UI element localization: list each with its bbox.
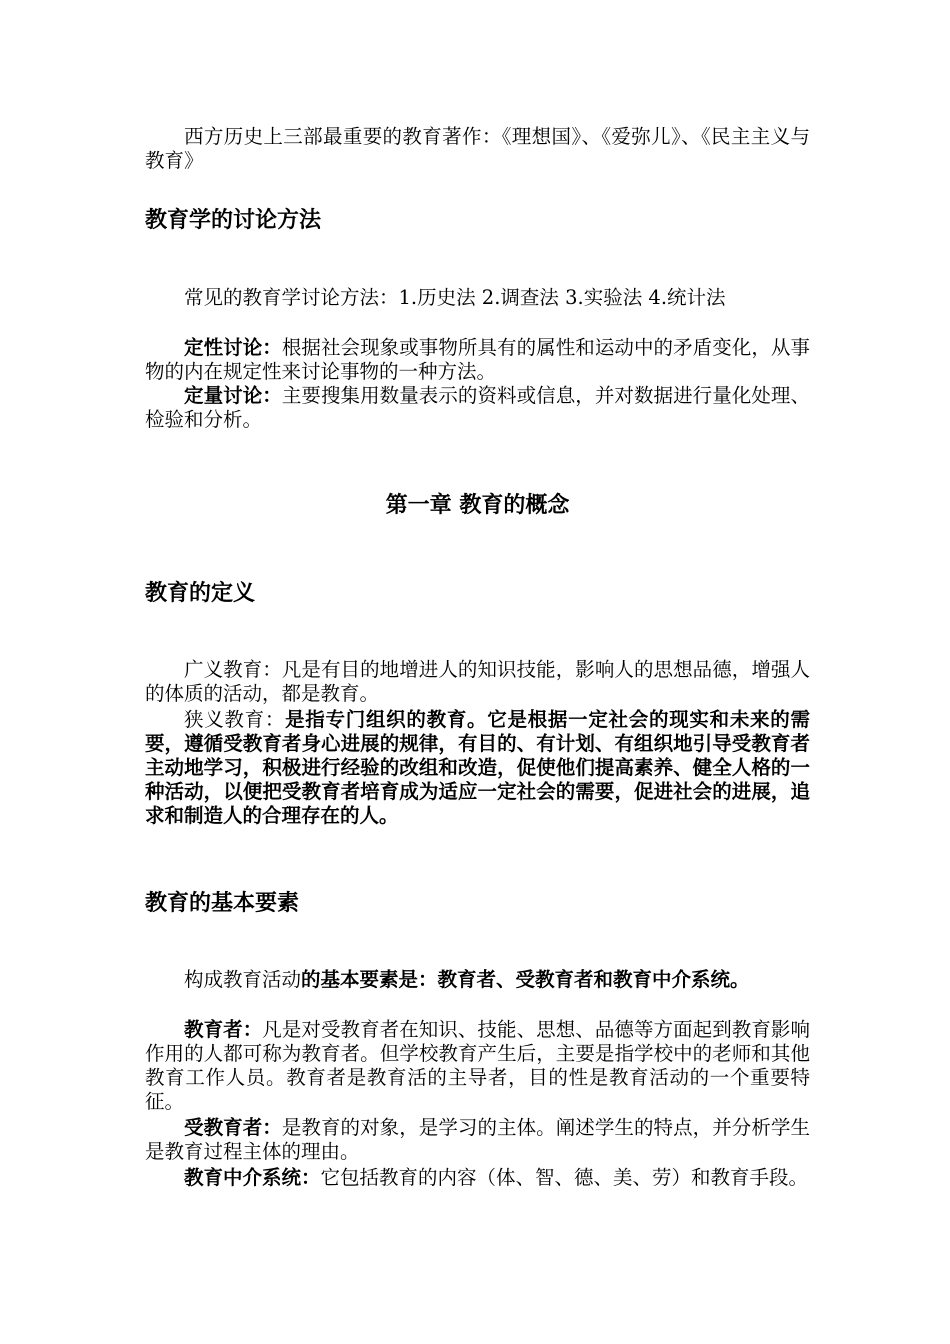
section-heading-definition: 教育的定义 [145, 581, 256, 606]
quantitative-text: 主要搜集用数量表示的资料或信息，并对数据进行量化处理、检验和分析。 [145, 384, 810, 431]
quantitative-paragraph [145, 384, 810, 432]
mediation-label: 教育中介系统： [184, 1166, 321, 1189]
mediation-text: 它包括教育的内容（体、智、德、美、劳）和教育手段。 [320, 1166, 809, 1189]
narrow-education-text: 是指专门组织的教育。它是根据一定社会的现实和未来的需要，遵循受教育者身心进展的规律，有目的、有计划、有组织地引导受教育者主动地学习，积极进行经验的改组和改造，促使他们提高素养、健全人格的一种活动，以便把受教育者培育成为适应一定社会的需要，促进社会的进展，追求和制造人的合理存在的人。 [145, 708, 810, 827]
quantitative-label: 定量讨论： [184, 384, 282, 407]
narrow-education-label: 狭义教育： [184, 708, 286, 731]
mediation-paragraph [145, 1166, 810, 1190]
qualitative-paragraph [145, 336, 810, 384]
methods-paragraph: 常见的教育学讨论方法：1.历史法 2.调查法 3.实验法 4.统计法 [184, 286, 726, 309]
learner-text: 是教育的对象，是学习的主体。阐述学生的特点，并分析学生是教育过程主体的理由。 [145, 1116, 810, 1163]
qualitative-text: 根据社会现象或事物所具有的属性和运动中的矛盾变化，从事物的内在规定性来讨论事物的一种方法。 [145, 336, 810, 383]
elements-text-plain: 构成教育活动 [184, 968, 302, 991]
educator-text: 凡是对受教育者在知识、技能、思想、品德等方面起到教育影响作用的人都可称为教育者。但学校教育产生后，主要是指学校中的老师和其他教育工作人员。教育者是教育活的主导者，目的性是教育活动的一个重要特征。 [145, 1018, 810, 1113]
narrow-education-paragraph [145, 708, 810, 828]
section-heading-elements: 教育的基本要素 [145, 891, 300, 916]
learner-paragraph [145, 1116, 810, 1164]
qualitative-label: 定性讨论： [184, 336, 282, 359]
learner-label: 受教育者： [184, 1116, 282, 1139]
elements-paragraph [145, 968, 810, 992]
chapter-title: 第一章 教育的概念 [385, 493, 570, 518]
broad-education-paragraph: 广义教育：凡是有目的地增进人的知识技能，影响人的思想品德，增强人的体质的活动，都是教育。 [145, 658, 810, 705]
elements-text-bold: 的基本要素是：教育者、受教育者和教育中介系统。 [301, 968, 750, 991]
section-heading-methods: 教育学的讨论方法 [145, 208, 322, 233]
intro-paragraph: 西方历史上三部最重要的教育著作：《理想国》、《爱弥儿》、《民主主义与教育》 [145, 125, 810, 172]
educator-paragraph [145, 1018, 810, 1114]
educator-label: 教育者： [184, 1018, 263, 1041]
